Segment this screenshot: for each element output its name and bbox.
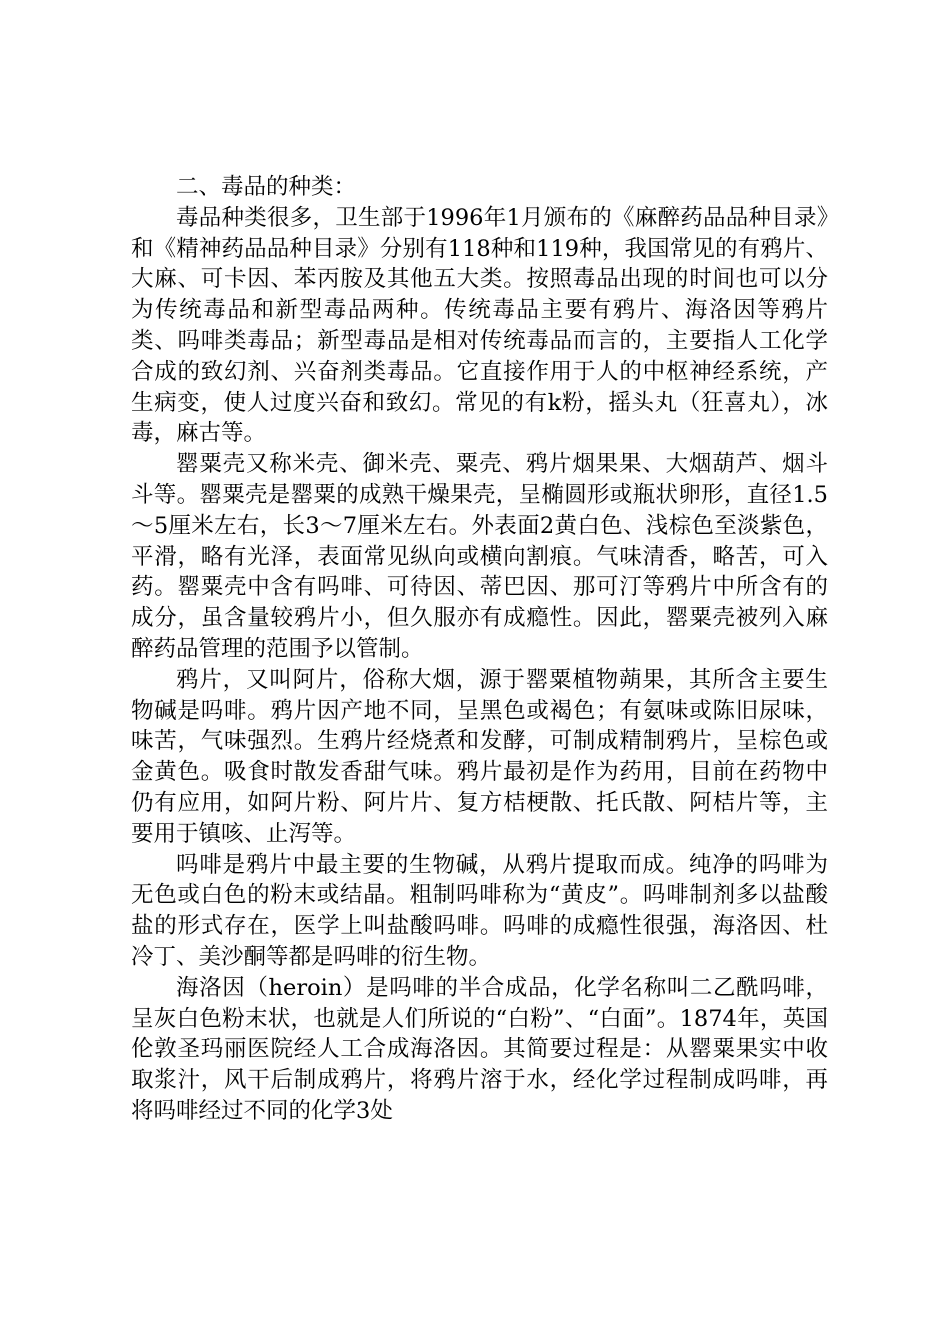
- paragraph-poppy-husk: 罂粟壳又称米壳、御米壳、粟壳、鸦片烟果果、大烟葫芦、烟斗斗等。罂粟壳是罂粟的成熟干燥果壳，呈椭圆形或瓶状卵形，直径1.5～5厘米左右，长3～7厘米左右。外表面2黄白色、浅棕色至淡紫色，平滑，略有光泽，表面常见纵向或横向割痕。气味清香，略苦，可入药。罂粟壳中含有吗啡、可待因、蒂巴因、那可汀等鸦片中所含有的成分，虽含量较鸦片小，但久服亦有成瘾性。因此，罂粟壳被列入麻醉药品管理的范围予以管制。: [131, 451, 828, 662]
- paragraph-opium: 鸦片，又叫阿片，俗称大烟，源于罂粟植物蒴果，其所含主要生物碱是吗啡。鸦片因产地不同，呈黑色或褐色；有氨味或陈旧尿味，味苦，气味强烈。生鸦片经烧煮和发酵，可制成精制鸦片，呈棕色或金黄色。吸食时散发香甜气味。鸦片最初是作为药用，目前在药物中仍有应用，如阿片粉、阿片片、复方桔梗散、托氏散、阿桔片等，主要用于镇咳、止泻等。: [131, 666, 828, 847]
- section-heading: 二、毒品的种类：: [176, 174, 357, 200]
- paragraph-morphine: 吗啡是鸦片中最主要的生物碱，从鸦片提取而成。纯净的吗啡为无色或白色的粉末或结晶。粗制吗啡称为“黄皮”。吗啡制剂多以盐酸盐的形式存在，医学上叫盐酸吗啡。吗啡的成瘾性很强，海洛因、杜冷丁、美沙酮等都是吗啡的衍生物。: [131, 851, 828, 970]
- document-page: [131, 172, 828, 1127]
- paragraph-drug-types: 毒品种类很多，卫生部于1996年1月颁布的《麻醉药品品种目录》和《精神药品品种目录》分别有118种和119种，我国常见的有鸦片、大麻、可卡因、苯丙胺及其他五大类。按照毒品出现的时间也可以分为传统毒品和新型毒品两种。传统毒品主要有鸦片、海洛因等鸦片类、吗啡类毒品；新型毒品是相对传统毒品而言的，主要指人工化学合成的致幻剂、兴奋剂类毒品。它直接作用于人的中枢神经系统，产生病变，使人过度兴奋和致幻。常见的有k粉，摇头丸（狂喜丸），冰毒，麻古等。: [131, 204, 828, 447]
- paragraph-heroin: 海洛因（heroin）是吗啡的半合成品，化学名称叫二乙酰吗啡，呈灰白色粉末状，也就是人们所说的“白粉”、“白面”。1874年，英国伦敦圣玛丽医院经人工合成海洛因。其简要过程是：从罂粟果实中收取浆汁，风干后制成鸦片，将鸦片溶于水，经化学过程制成吗啡，再将吗啡经过不同的化学3处: [131, 974, 828, 1124]
